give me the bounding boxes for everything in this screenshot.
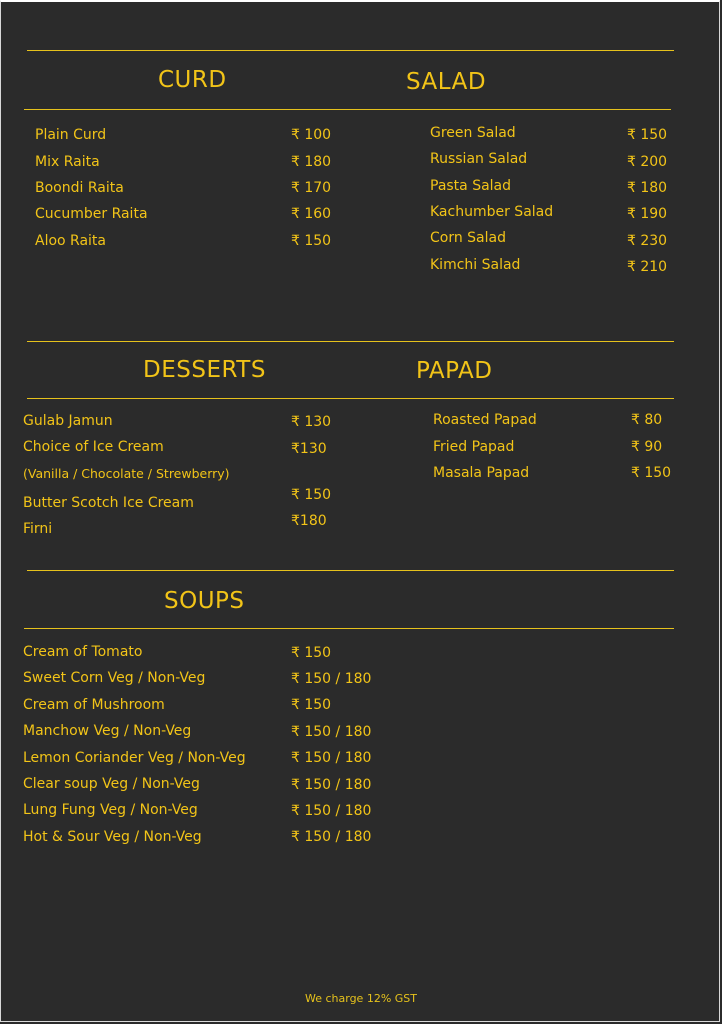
- menu-item-price: ₹ 150: [291, 233, 332, 249]
- menu-item-price: ₹ 180: [291, 154, 332, 170]
- menu-item-price: ₹ 150: [291, 487, 332, 503]
- soups-heading: SOUPS: [164, 588, 245, 614]
- menu-item-price: ₹ 150 / 180: [291, 777, 372, 793]
- menu-item-name: Pasta Salad: [430, 178, 512, 194]
- menu-item-name: Butter Scotch Ice Cream: [23, 495, 194, 511]
- menu-item-name: Fried Papad: [433, 439, 515, 455]
- menu-item-price: ₹ 230: [627, 233, 668, 249]
- menu-item-price: ₹ 150: [627, 127, 668, 143]
- menu-item-price: ₹180: [291, 513, 327, 529]
- menu-item-name: Green Salad: [430, 125, 516, 141]
- menu-item-name: Sweet Corn Veg / Non-Veg: [23, 670, 206, 686]
- menu-item-name: Russian Salad: [430, 151, 528, 167]
- divider-desserts-papad: [27, 398, 674, 399]
- menu-item-name: Cream of Tomato: [23, 644, 143, 660]
- menu-item-price: ₹ 150 / 180: [291, 750, 372, 766]
- menu-item-name: Boondi Raita: [35, 180, 124, 196]
- menu-item-name: Mix Raita: [35, 154, 100, 170]
- menu-item-name: Choice of Ice Cream: [23, 439, 164, 455]
- menu-item-price: ₹130: [291, 441, 327, 457]
- menu-item-name: Aloo Raita: [35, 233, 107, 249]
- divider-soups-top: [27, 570, 674, 571]
- menu-item-price: ₹ 90: [631, 439, 663, 455]
- menu-item-name: Corn Salad: [430, 230, 506, 246]
- menu-item-price: ₹ 130: [291, 414, 332, 430]
- gst-note: We charge 12% GST: [304, 992, 417, 1005]
- menu-item-name: Clear soup Veg / Non-Veg: [23, 776, 200, 792]
- menu-item-price: ₹ 180: [627, 180, 668, 196]
- menu-item-price: ₹ 150 / 180: [291, 671, 372, 687]
- salad-heading: SALAD: [406, 69, 487, 95]
- menu-item-price: ₹ 150 / 180: [291, 724, 372, 740]
- menu-item-price: ₹ 170: [291, 180, 332, 196]
- menu-item-name: Kimchi Salad: [430, 257, 521, 273]
- curd-heading: CURD: [158, 67, 227, 93]
- menu-item-price: ₹ 100: [291, 127, 332, 143]
- menu-item-name: Lemon Coriander Veg / Non-Veg: [23, 750, 246, 766]
- menu-item-name: Manchow Veg / Non-Veg: [23, 723, 192, 739]
- divider-curd-salad: [24, 109, 671, 110]
- menu-item-price: ₹ 150: [291, 645, 332, 661]
- papad-heading: PAPAD: [416, 358, 493, 384]
- menu-item-price: ₹ 210: [627, 259, 668, 275]
- menu-item-name: Gulab Jamun: [23, 413, 113, 429]
- divider-desserts-top: [27, 341, 674, 342]
- divider-top: [27, 50, 674, 51]
- menu-item-name: Cream of Mushroom: [23, 697, 165, 713]
- menu-item-name: Kachumber Salad: [430, 204, 554, 220]
- menu-item-note: (Vanilla / Chocolate / Strewberry): [23, 466, 230, 481]
- menu-item-name: Masala Papad: [433, 465, 530, 481]
- menu-item-name: Plain Curd: [35, 127, 107, 143]
- menu-item-price: ₹ 80: [631, 412, 663, 428]
- menu-item-price: ₹ 190: [627, 206, 668, 222]
- menu-item-name: Hot & Sour Veg / Non-Veg: [23, 829, 202, 845]
- menu-item-price: ₹ 150 / 180: [291, 829, 372, 845]
- menu-item-name: Roasted Papad: [433, 412, 537, 428]
- menu-item-price: ₹ 150: [291, 697, 332, 713]
- desserts-heading: DESSERTS: [143, 357, 266, 383]
- menu-item-price: ₹ 160: [291, 206, 332, 222]
- menu-item-price: ₹ 150 / 180: [291, 803, 372, 819]
- divider-soups: [24, 628, 674, 629]
- menu-item-price: ₹ 150: [631, 465, 672, 481]
- menu-item-name: Lung Fung Veg / Non-Veg: [23, 802, 198, 818]
- menu-item-price: ₹ 200: [627, 154, 668, 170]
- menu-item-name: Cucumber Raita: [35, 206, 148, 222]
- menu-item-name: Firni: [23, 521, 53, 537]
